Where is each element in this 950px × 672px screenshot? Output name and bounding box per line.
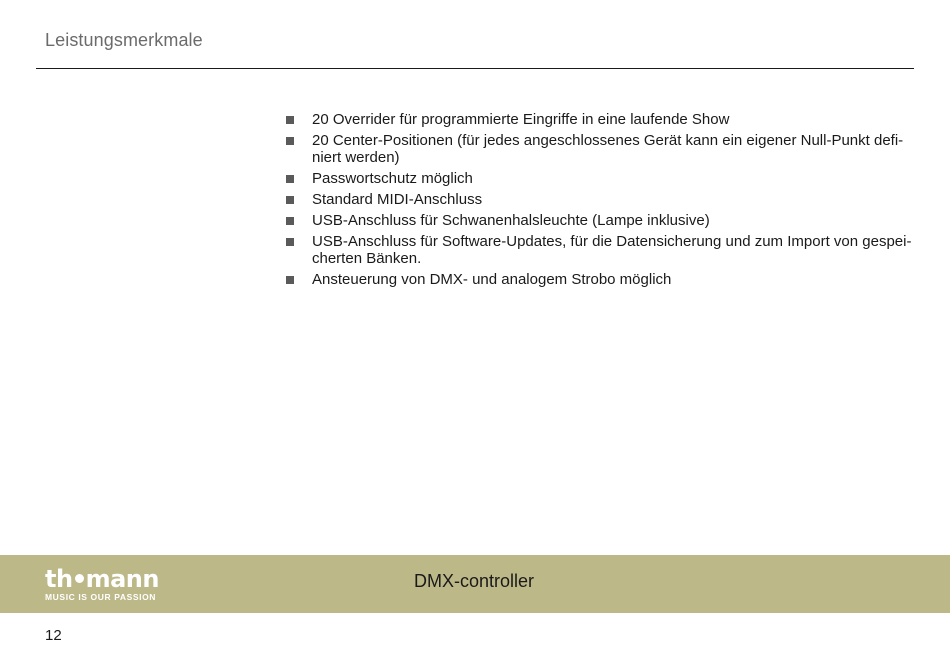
- feature-text: 20 Overrider für programmierte Eingriffe in eine laufende Show: [312, 111, 730, 128]
- page-section-title: Leistungsmerkmale: [45, 30, 203, 50]
- logo-wordmark: [45, 567, 159, 591]
- feature-list-item: [286, 111, 914, 128]
- feature-list-item: [286, 191, 914, 208]
- feature-text: Passwortschutz möglich: [312, 170, 473, 187]
- footer-band: [0, 555, 950, 613]
- feature-text: Ansteuerung von DMX- und analogem Strobo möglich: [312, 271, 672, 288]
- square-bullet-icon: [286, 217, 294, 225]
- logo-tagline: MUSIC IS OUR PASSION: [45, 592, 157, 602]
- feature-list-item: [286, 212, 914, 229]
- square-bullet-icon: [286, 175, 294, 183]
- square-bullet-icon: [286, 238, 294, 246]
- logo-dot-icon: [75, 574, 84, 583]
- feature-list-item: [286, 132, 914, 166]
- thomann-logo: [45, 567, 159, 602]
- feature-list-item: [286, 271, 914, 288]
- feature-text: Standard MIDI-Anschluss: [312, 191, 483, 208]
- feature-list-item: [286, 170, 914, 187]
- logo-text-left: th: [45, 565, 73, 593]
- feature-text: USB-Anschluss für Schwanenhalsleuchte (Lampe inklusive): [312, 212, 710, 229]
- feature-text: USB-Anschluss für Software-Updates, für die Datensicherung und zum Import von gespei- cherten Bänken.: [312, 233, 912, 267]
- square-bullet-icon: [286, 276, 294, 284]
- square-bullet-icon: [286, 116, 294, 124]
- logo-text-right: mann: [85, 565, 159, 593]
- feature-list: [286, 111, 914, 292]
- page-number: 12: [45, 627, 62, 644]
- product-name: DMX-controller: [414, 571, 535, 591]
- feature-text: 20 Center-Positionen (für jedes angeschlossenes Gerät kann ein eigener Null-Punkt defi- niert werden): [312, 132, 904, 166]
- header-divider: [36, 68, 914, 69]
- square-bullet-icon: [286, 196, 294, 204]
- feature-list-item: [286, 233, 914, 267]
- square-bullet-icon: [286, 137, 294, 145]
